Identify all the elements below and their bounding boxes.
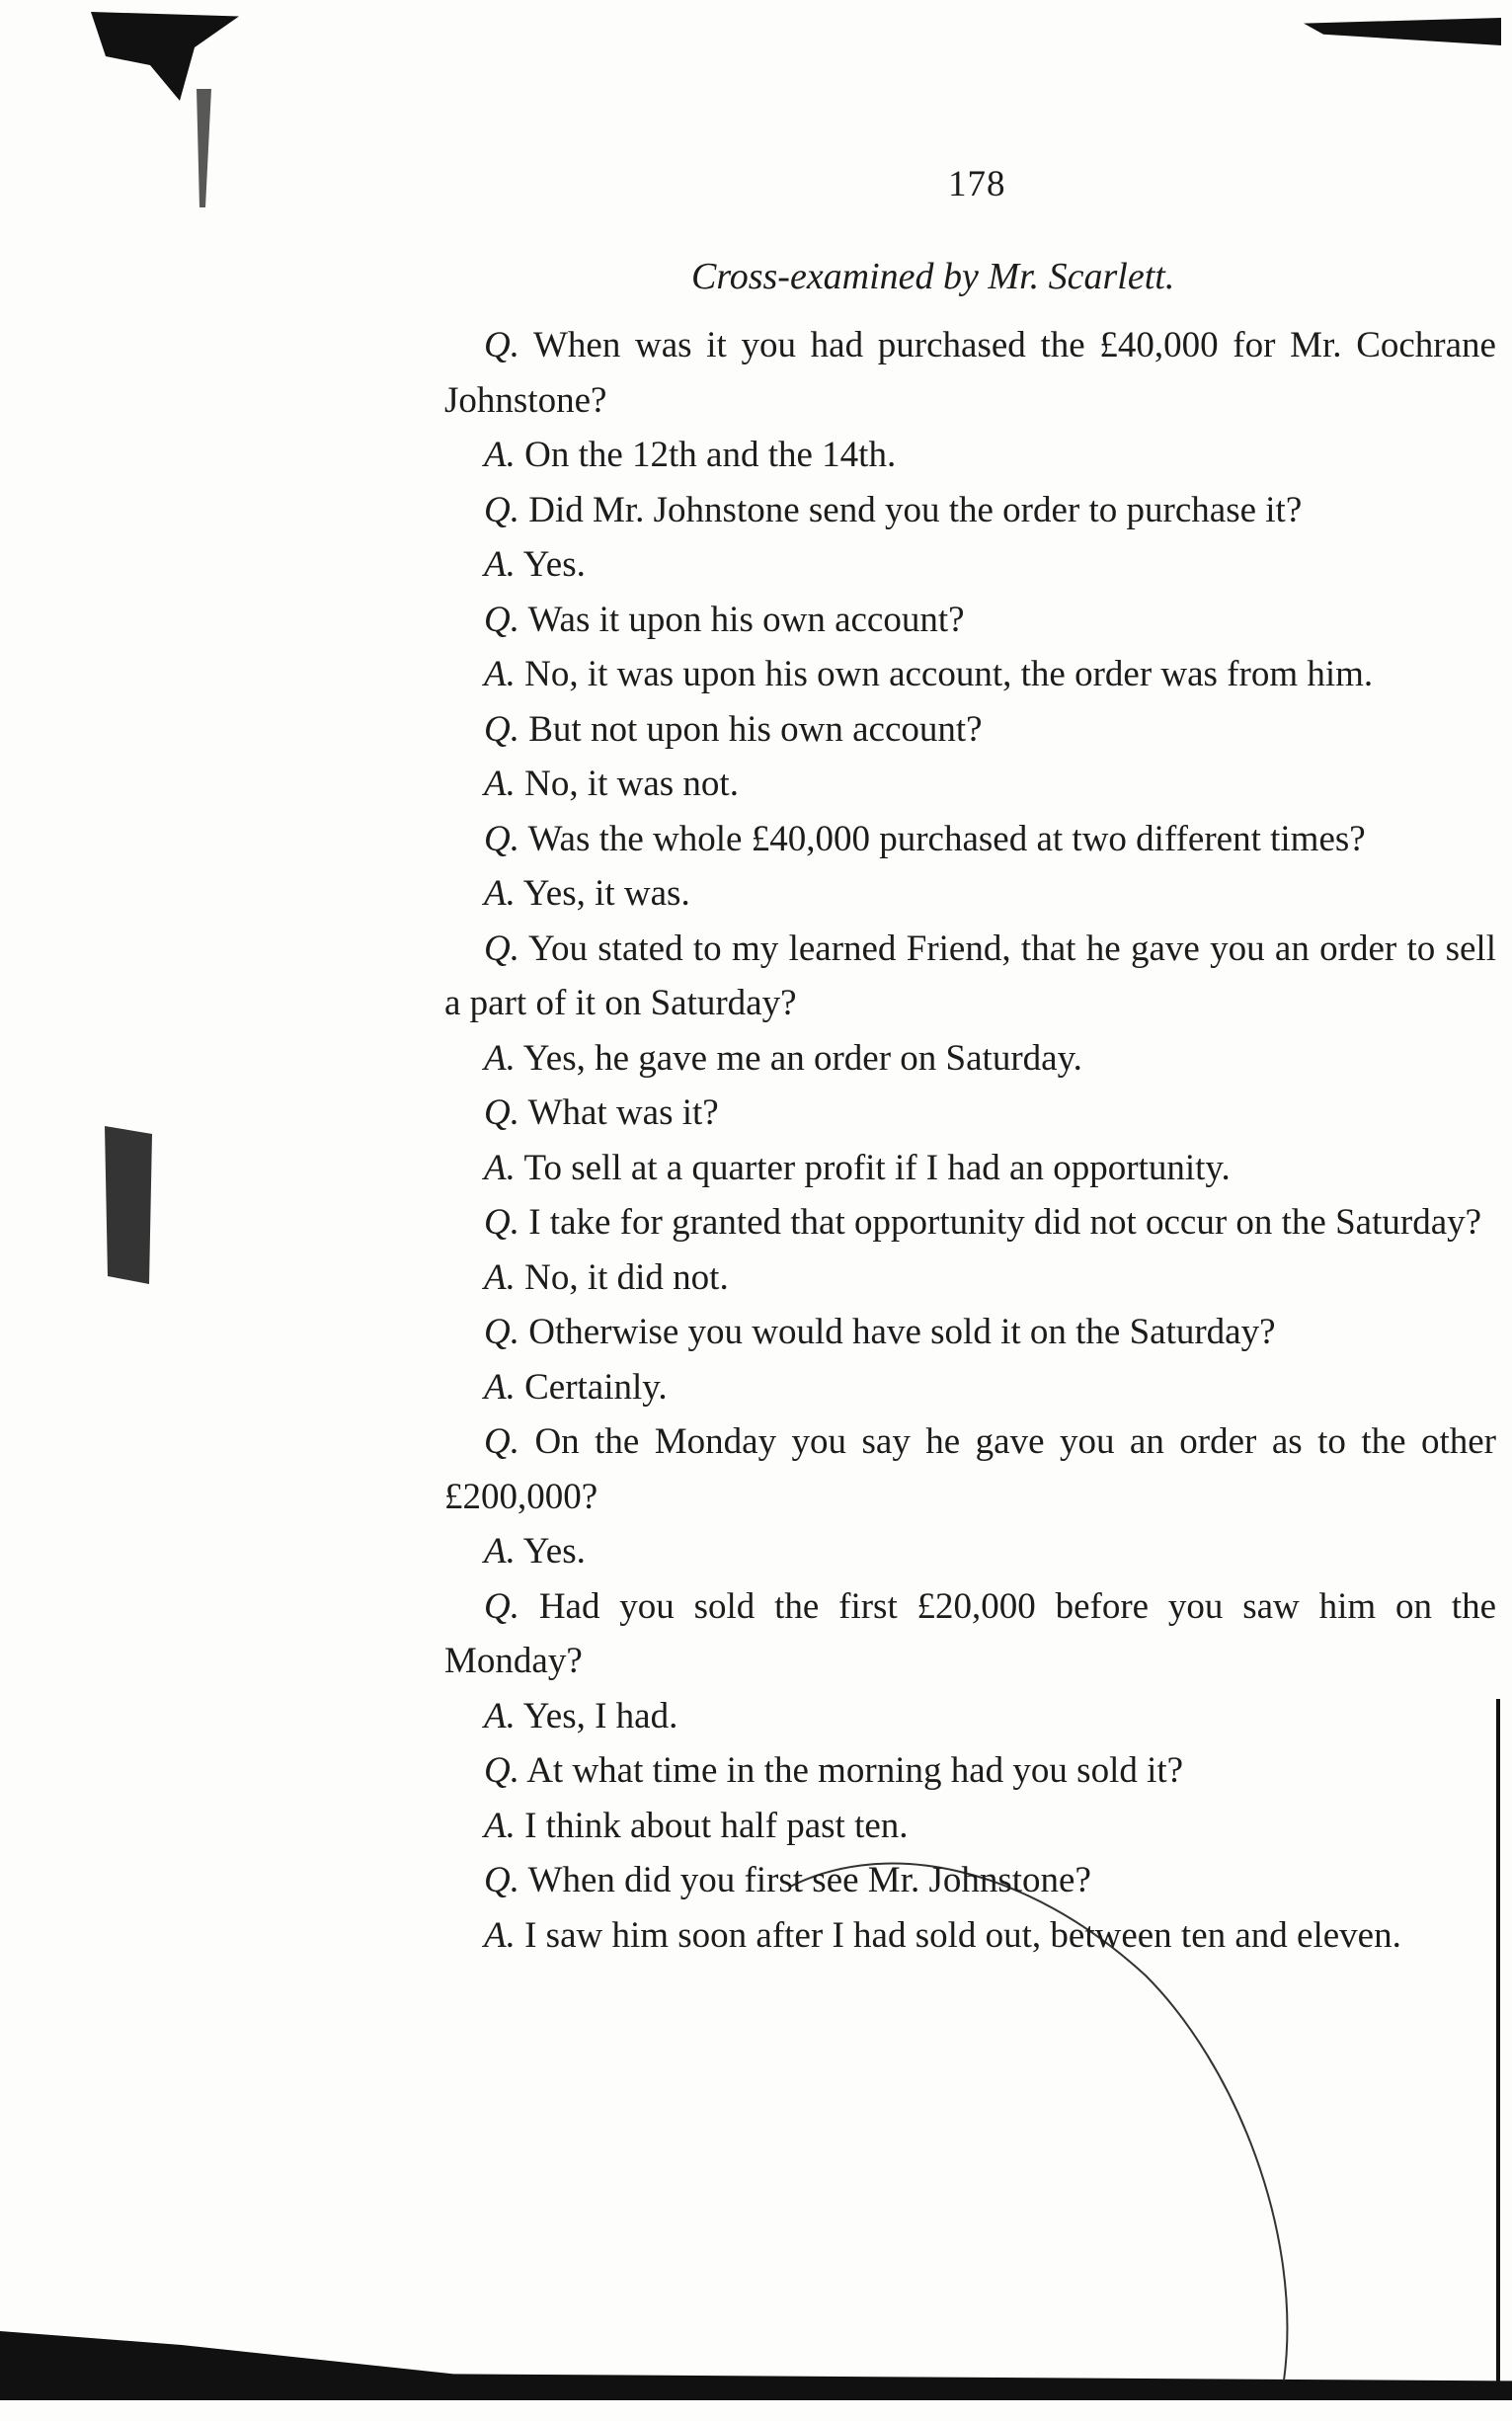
qa-paragraph: Q. At what time in the morning had you sold it?: [484, 1750, 1184, 1791]
qa-paragraph: Q. Had you sold the first £20,000 before you saw him on the Monday?: [444, 1585, 1497, 1681]
qa-paragraph: Q. When did you first see Mr. Johnstone?: [484, 1860, 1091, 1900]
qa-paragraph: A. To sell at a quarter profit if I had an opportunity.: [484, 1147, 1231, 1188]
qa-paragraph: Q. When was it you had purchased the £40,000 for Mr. Cochrane Johnstone?: [444, 325, 1496, 421]
qa-paragraph: A. Yes.: [484, 544, 586, 585]
qa-paragraph: A. No, it was not.: [484, 764, 739, 804]
body-text: [444, 318, 1496, 1963]
qa-paragraph: A. No, it was upon his own account, the order was from him.: [484, 654, 1374, 694]
qa-paragraph: Q. I take for granted that opportunity did not occur on the Saturday?: [484, 1202, 1482, 1243]
qa-paragraph: Q. Was it upon his own account?: [484, 599, 965, 640]
scan-artifact: [91, 12, 239, 101]
scan-artifact: [188, 89, 217, 207]
qa-paragraph: A. I saw him soon after I had sold out, between ten and eleven.: [484, 1914, 1401, 1956]
scan-artifact: [1496, 1699, 1500, 2390]
qa-paragraph: Q. On the Monday you say he gave you an order as to the other £200,000?: [444, 1421, 1497, 1517]
qa-paragraph: Q. You stated to my learned Friend, that he gave you an order to sell a part of it on Saturday?: [444, 928, 1496, 1023]
qa-paragraph: Q. Otherwise you would have sold it on the Saturday?: [484, 1312, 1276, 1352]
qa-paragraph: Q. Did Mr. Johnstone send you the order to purchase it?: [484, 489, 1303, 530]
page-number: 178: [948, 164, 1006, 204]
qa-paragraph: A. I think about half past ten.: [484, 1805, 909, 1846]
scan-artifact: [1304, 18, 1501, 45]
qa-paragraph: A. Yes.: [484, 1531, 586, 1572]
qa-paragraph: A. Certainly.: [484, 1366, 668, 1408]
qa-paragraph: Q. But not upon his own account?: [484, 708, 983, 750]
section-heading: Cross-examined by Mr. Scarlett.: [691, 256, 1175, 297]
qa-paragraph: A. Yes, he gave me an order on Saturday.: [484, 1037, 1082, 1079]
qa-paragraph: A. Yes, it was.: [484, 873, 690, 914]
qa-paragraph: Q. Was the whole £40,000 purchased at two different times?: [484, 818, 1366, 859]
scan-artifact: [99, 1126, 158, 1284]
qa-paragraph: A. No, it did not.: [484, 1256, 729, 1298]
qa-paragraph: A. On the 12th and the 14th.: [484, 435, 897, 475]
qa-paragraph: A. Yes, I had.: [484, 1695, 678, 1736]
qa-paragraph: Q. What was it?: [484, 1092, 719, 1133]
